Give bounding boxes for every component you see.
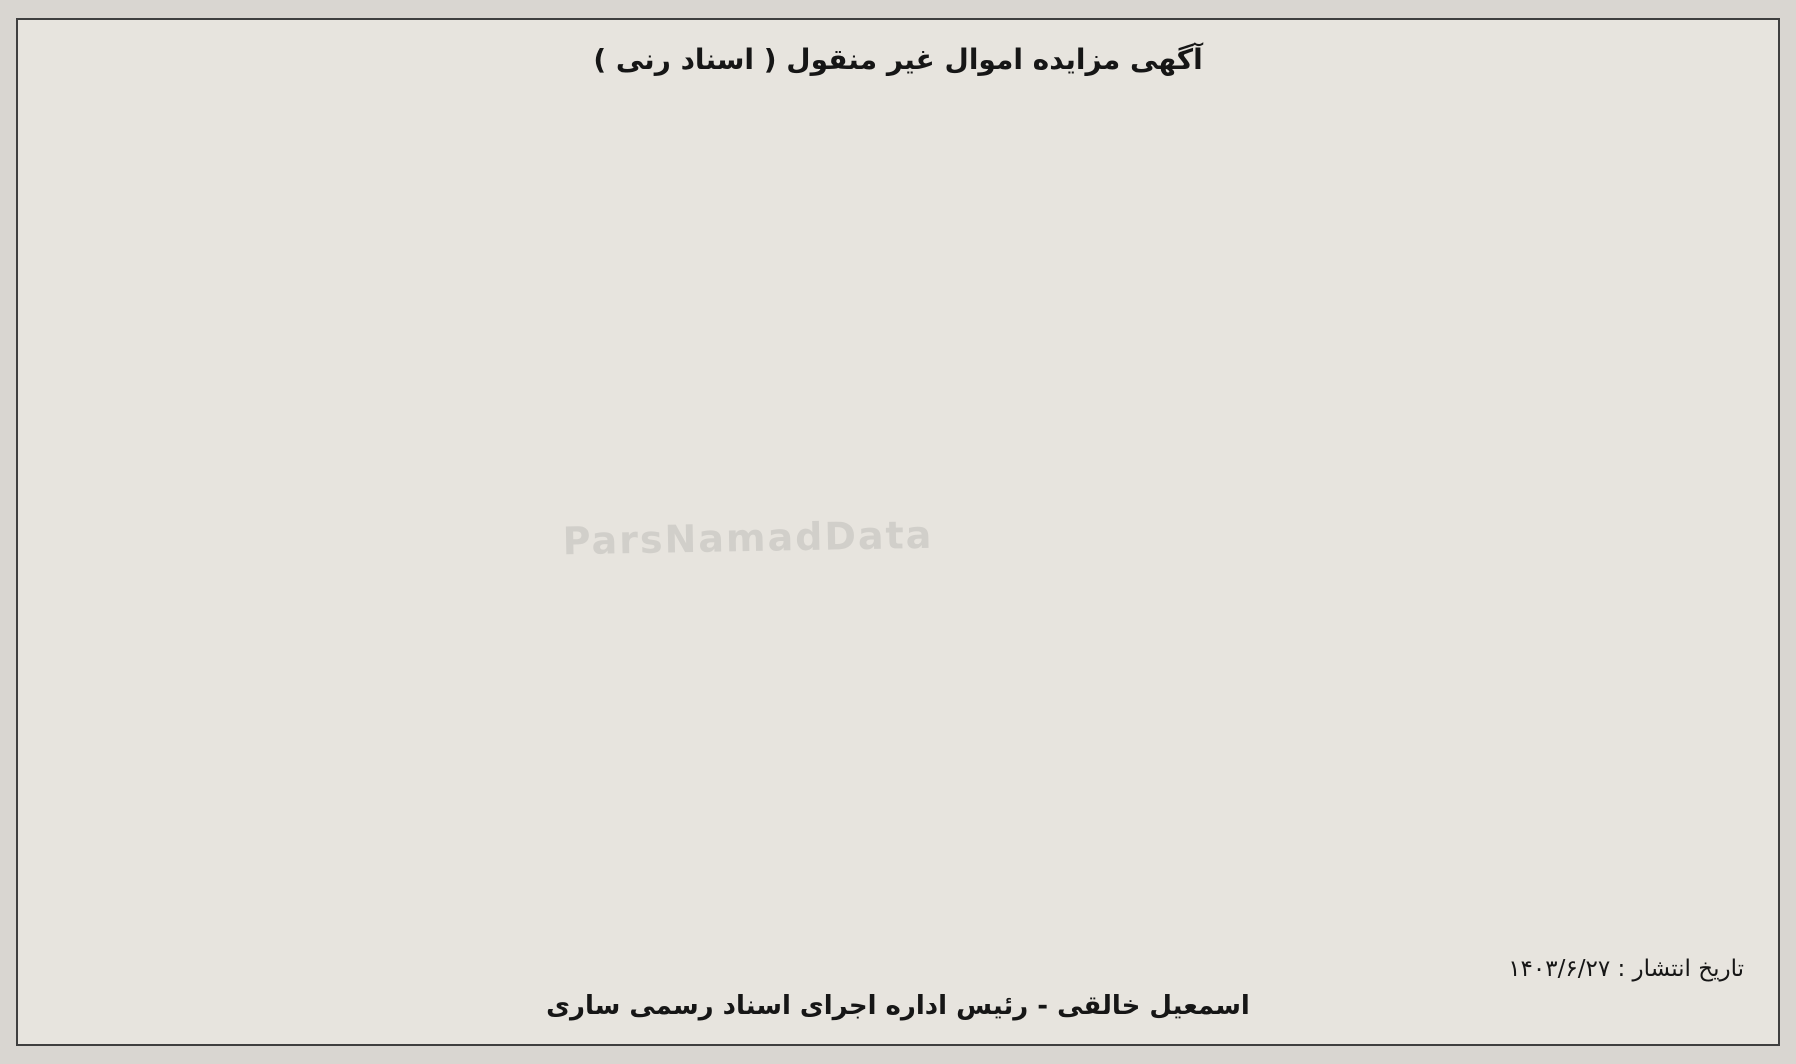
auction-notice-page bbox=[16, 18, 1780, 1046]
watermark-text: ParsNamadData bbox=[562, 512, 934, 563]
publication-date: تاریخ انتشار : ۱۴۰۳/۶/۲۷ bbox=[1508, 956, 1744, 983]
official-signature-line: اسمعیل خالقی - رئیس اداره اجرای اسناد رسمی ساری bbox=[546, 991, 1250, 1022]
notice-title: آگهی مزایده اموال غیر منقول ( اسناد رنی ) bbox=[593, 43, 1203, 76]
notice-body-text bbox=[52, 92, 1744, 942]
